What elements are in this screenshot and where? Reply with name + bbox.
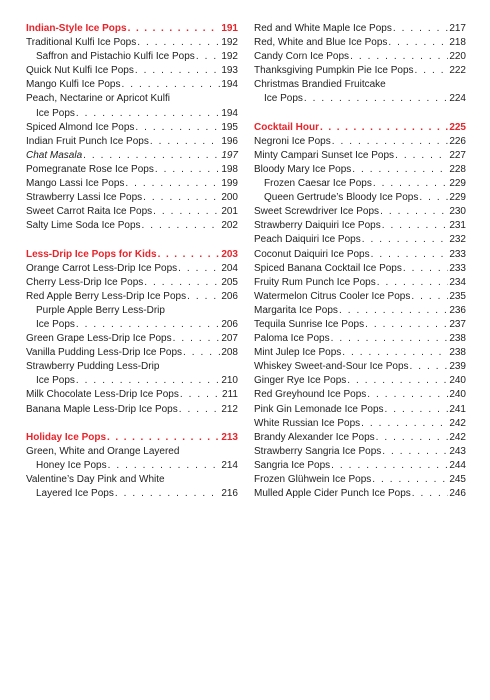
dot-leader	[150, 135, 220, 149]
toc-entry-red-white-and-blue-ice-pops[interactable]	[254, 36, 466, 50]
section-title: Holiday Ice Pops	[26, 431, 107, 443]
page-number: 245	[449, 474, 466, 485]
entry-title: Traditional Kulfi Ice Pops	[26, 37, 137, 49]
entry-title: Mulled Apple Cider Punch Ice Pops	[254, 488, 411, 500]
dot-leader	[135, 121, 220, 135]
page-number: 225	[449, 121, 466, 133]
toc-entry-brandy-alexander-ice-pops[interactable]	[254, 431, 466, 445]
toc-entry-traditional-kulfi-ice-pops[interactable]	[26, 36, 238, 50]
toc-entry-mango-kulfi-ice-pops[interactable]	[26, 78, 238, 92]
toc-entry-quick-nut-kulfi-ice-pops[interactable]	[26, 64, 238, 78]
section-heading-holiday-ice-pops[interactable]	[26, 431, 238, 445]
dot-leader	[76, 107, 220, 121]
page-number: 206	[221, 318, 238, 330]
dot-leader	[352, 163, 448, 177]
entry-title: Paloma Ice Pops	[254, 333, 330, 345]
entry-title: Mango Kulfi Ice Pops	[26, 79, 121, 91]
page-number: 191	[221, 23, 238, 34]
toc-entry-strawberry-sangria-ice-pops[interactable]	[254, 445, 466, 459]
toc-entry-ginger-rye-ice-pops[interactable]	[254, 374, 466, 388]
page-number: 228	[449, 163, 466, 175]
toc-entry-sweet-screwdriver-ice-pops[interactable]	[254, 205, 466, 219]
dot-leader	[173, 332, 221, 346]
page-number: 226	[449, 135, 466, 147]
dot-leader	[377, 276, 449, 290]
entry-title: Thanksgiving Pumpkin Pie Ice Pops	[254, 65, 414, 77]
entry-title: Milk Chocolate Less-Drip Ice Pops	[26, 389, 179, 401]
toc-entry-ice-pops[interactable]	[26, 107, 238, 121]
page-number: 239	[449, 361, 466, 373]
toc-entry-queen-gertrudes-bloody-ice-pops[interactable]	[254, 191, 466, 205]
dot-leader	[122, 78, 221, 92]
entry-title: Strawberry Sangria Ice Pops	[254, 445, 382, 457]
dot-leader	[403, 262, 448, 276]
toc-entry-white-russian-ice-pops[interactable]	[254, 417, 466, 431]
entry-title: Ice Pops	[36, 318, 75, 330]
dot-leader	[395, 149, 448, 163]
entry-title: Queen Gertrude’s Bloody Ice Pops	[264, 192, 419, 204]
page-number: 214	[221, 459, 238, 471]
dot-leader	[158, 248, 221, 262]
section-gap	[26, 233, 238, 247]
entry-title: Sweet Screwdriver Ice Pops	[254, 206, 380, 218]
toc-column-left	[26, 22, 238, 501]
dot-leader	[342, 346, 448, 360]
toc-entry-ice-pops[interactable]	[26, 318, 238, 332]
toc-entry-tequila-sunrise-ice-pops[interactable]	[254, 318, 466, 332]
page-number: 203	[221, 248, 238, 260]
page-number: 224	[449, 93, 466, 105]
dot-leader	[365, 318, 448, 332]
entry-title: Cherry Less-Drip Ice Pops	[26, 276, 144, 288]
section-title: Less-Drip Ice Pops for Kids	[26, 248, 157, 260]
page-number: 232	[449, 234, 466, 246]
dot-leader	[367, 388, 448, 402]
dot-leader	[411, 290, 448, 304]
dot-leader	[76, 318, 220, 332]
dot-leader	[376, 431, 449, 445]
dot-leader	[107, 431, 220, 445]
dot-leader	[373, 177, 448, 191]
dot-leader	[388, 36, 448, 50]
entry-title: Ginger Rye Ice Pops	[254, 375, 347, 387]
dot-leader	[125, 177, 220, 191]
entry-title: Strawberry Daiquiri Ice Pops	[254, 220, 381, 232]
toc-entry-watermelon-citrus-cooler-ice-pops[interactable]	[254, 290, 466, 304]
page-number: 195	[221, 121, 238, 133]
entry-title: Red Apple Berry Less-Drip Ice Pops	[26, 290, 187, 302]
toc-entry-mulled-apple-cider-punch-ice-pops[interactable]	[254, 487, 466, 501]
page-number: 227	[449, 149, 466, 161]
toc-entry-line-strawberry-pudding-less-drip	[26, 360, 238, 374]
dot-leader	[412, 487, 449, 501]
page-number: 229	[449, 192, 466, 204]
page-number: 210	[221, 375, 238, 387]
dot-leader	[108, 459, 221, 473]
page-number: 238	[449, 347, 466, 359]
page-number: 217	[449, 23, 466, 34]
section-gap	[254, 107, 466, 121]
dot-leader	[371, 248, 449, 262]
toc-entry-red-apple-berry-less-drip-ice-pops[interactable]	[26, 290, 238, 304]
dot-leader	[320, 121, 448, 135]
page-number: 243	[449, 445, 466, 457]
dot-leader	[187, 290, 220, 304]
page-number: 202	[221, 220, 238, 232]
dot-leader	[143, 191, 220, 205]
entry-title: Bloody Mary Ice Pops	[254, 163, 352, 175]
entry-title: Pomegranate Rose Ice Pops	[26, 163, 154, 175]
dot-leader	[137, 36, 220, 50]
toc-entry-orange-carrot-less-drip-ice-pops[interactable]	[26, 262, 238, 276]
dot-leader	[128, 22, 221, 36]
entry-title: Watermelon Citrus Cooler Ice Pops	[254, 290, 411, 302]
toc-entry-line-purple-apple-berry-less-drip	[26, 304, 238, 318]
page-number: 198	[221, 163, 238, 175]
entry-title: Vanilla Pudding Less-Drip Ice Pops	[26, 347, 183, 359]
toc-entry-mango-lassi-ice-pops[interactable]	[26, 177, 238, 191]
entry-title: Peach Daiquiri Ice Pops	[254, 234, 361, 246]
entry-title: Valentine’s Day Pink and White	[26, 474, 165, 485]
toc-entry-salty-lime-soda-ice-pops[interactable]	[26, 219, 238, 233]
page-number: 218	[449, 37, 466, 49]
toc-entry-thanksgiving-pumpkin-pie-ice-pops[interactable]	[254, 64, 466, 78]
toc-entry-red-greyhound-ice-pops[interactable]	[254, 388, 466, 402]
toc-entry-ice-pops[interactable]	[26, 374, 238, 388]
toc-entry-margarita-ice-pops[interactable]	[254, 304, 466, 318]
toc-entry-line-valentines-day-pink-and-white	[26, 473, 238, 487]
toc-entry-honey-ice-pops[interactable]	[26, 459, 238, 473]
toc-entry-frozen-gl-hwein-ice-pops[interactable]	[254, 473, 466, 487]
entry-title: Green Grape Less-Drip Ice Pops	[26, 333, 172, 345]
entry-title: Ice Pops	[264, 93, 303, 105]
toc-entry-strawberry-lassi-ice-pops[interactable]	[26, 191, 238, 205]
page-number: 216	[221, 488, 238, 500]
page-number: 241	[449, 403, 466, 415]
entry-title: Chat Masala	[26, 149, 83, 161]
entry-title: Candy Corn Ice Pops	[254, 51, 350, 63]
toc-column-right	[254, 22, 466, 501]
entry-title: Banana Maple Less-Drip Ice Pops	[26, 403, 178, 415]
entry-title: White Russian Ice Pops	[254, 417, 361, 429]
page-number: 201	[221, 206, 238, 218]
section-gap	[26, 417, 238, 431]
page-number: 196	[221, 135, 238, 147]
entry-title: Saffron and Pistachio Kulfi Ice Pops	[36, 51, 195, 63]
dot-leader	[410, 360, 449, 374]
toc-entry-line-christmas-brandied-fruitcake	[254, 78, 466, 92]
dot-leader	[142, 219, 221, 233]
dot-leader	[350, 50, 448, 64]
page-number: 240	[449, 375, 466, 387]
toc-entry-coconut-daiquiri-ice-pops[interactable]	[254, 248, 466, 262]
entry-title: Frozen Caesar Ice Pops	[264, 178, 372, 190]
entry-title: Strawberry Pudding Less-Drip	[26, 361, 160, 373]
dot-leader	[183, 346, 220, 360]
dot-leader	[361, 417, 448, 431]
dot-leader	[331, 332, 449, 346]
page-number: 192	[221, 37, 238, 49]
toc-entry-vanilla-pudding-less-drip-ice-pops[interactable]	[26, 346, 238, 360]
dot-leader	[380, 205, 448, 219]
toc-entry-spiced-almond-ice-pops[interactable]	[26, 121, 238, 135]
dot-leader	[153, 205, 220, 219]
toc-entry-strawberry-daiquiri-ice-pops[interactable]	[254, 219, 466, 233]
toc-entry-cherry-less-drip-ice-pops[interactable]	[26, 276, 238, 290]
toc-entry-frozen-caesar-ice-pops[interactable]	[254, 177, 466, 191]
entry-title: Red and White Maple Ice Pops	[254, 23, 392, 34]
page-number: 211	[222, 389, 238, 401]
dot-leader	[76, 374, 220, 388]
entry-title: Indian Fruit Punch Ice Pops	[26, 135, 149, 147]
toc-entry-spiced-banana-cocktail-ice-pops[interactable]	[254, 262, 466, 276]
entry-title: Salty Lime Soda Ice Pops	[26, 220, 141, 232]
toc-entry-peach-daiquiri-ice-pops[interactable]	[254, 233, 466, 247]
page-number: 235	[449, 290, 466, 302]
entry-title: Orange Carrot Less-Drip Ice Pops	[26, 262, 178, 274]
entry-title: Coconut Daiquiri Ice Pops	[254, 248, 370, 260]
page-number: 204	[221, 262, 238, 274]
toc-entry-layered-ice-pops[interactable]	[26, 487, 238, 501]
dot-leader	[196, 50, 221, 64]
entry-title: Sweet Carrot Raita Ice Pops	[26, 206, 153, 218]
toc-entry-line-peach-nectarine-or-apricot-kulfi	[26, 92, 238, 106]
page-number: 244	[449, 459, 466, 471]
entry-title: Whiskey Sweet-and-Sour Ice Pops	[254, 361, 409, 373]
entry-title: Pink Gin Lemonade Ice Pops	[254, 403, 384, 415]
entry-title: Red Greyhound Ice Pops	[254, 389, 367, 401]
entry-title: Sangria Ice Pops	[254, 459, 331, 471]
toc-entry-pomegranate-rose-ice-pops[interactable]	[26, 163, 238, 177]
page-number: 193	[221, 65, 238, 77]
toc-entry-banana-maple-less-drip-ice-pops[interactable]	[26, 403, 238, 417]
toc-entry-green-grape-less-drip-ice-pops[interactable]	[26, 332, 238, 346]
section-heading-less-drip-ice-pops-for-kids[interactable]	[26, 248, 238, 262]
page-number: 240	[449, 389, 466, 401]
page-number: 220	[449, 51, 466, 63]
page-number: 222	[449, 65, 466, 77]
entry-title: Spiced Almond Ice Pops	[26, 121, 135, 133]
page-number: 194	[221, 79, 238, 91]
page-number: 242	[449, 417, 466, 429]
entry-title: Fruity Rum Punch Ice Pops	[254, 276, 376, 288]
entry-title: Red, White and Blue Ice Pops	[254, 37, 388, 49]
page-number: 208	[221, 347, 238, 359]
entry-title: Negroni Ice Pops	[254, 135, 331, 147]
toc-entry-sangria-ice-pops[interactable]	[254, 459, 466, 473]
dot-leader	[332, 135, 449, 149]
dot-leader	[382, 445, 448, 459]
entry-title: Ice Pops	[36, 107, 75, 119]
page-number: 212	[221, 403, 238, 415]
page-number: 197	[221, 149, 238, 161]
entry-title: Honey Ice Pops	[36, 459, 107, 471]
dot-leader	[362, 233, 449, 247]
entry-title: Minty Campari Sunset Ice Pops	[254, 149, 395, 161]
toc-entry-pink-gin-lemonade-ice-pops[interactable]	[254, 403, 466, 417]
entry-title: Margarita Ice Pops	[254, 304, 338, 316]
dot-leader	[180, 388, 221, 402]
toc-entry-mint-julep-ice-pops[interactable]	[254, 346, 466, 360]
section-heading-cocktail-hour[interactable]	[254, 121, 466, 135]
dot-leader	[83, 149, 220, 163]
page-number: 233	[449, 262, 466, 274]
page-number: 237	[449, 318, 466, 330]
dot-leader	[339, 304, 448, 318]
dot-leader	[372, 473, 448, 487]
toc-entry-fruity-rum-punch-ice-pops[interactable]	[254, 276, 466, 290]
dot-leader	[393, 22, 448, 36]
entry-title: Brandy Alexander Ice Pops	[254, 431, 375, 443]
dot-leader	[179, 403, 221, 417]
entry-title: Layered Ice Pops	[36, 488, 114, 500]
toc-entry-indian-fruit-punch-ice-pops[interactable]	[26, 135, 238, 149]
dot-leader	[115, 487, 220, 501]
section-title: Indian-Style Ice Pops	[26, 23, 127, 34]
toc-entry-whiskey-sweet-and-sour-ice-pops[interactable]	[254, 360, 466, 374]
dot-leader	[347, 374, 448, 388]
toc-entry-candy-corn-ice-pops[interactable]	[254, 50, 466, 64]
toc-entry-chat-masala[interactable]	[26, 149, 238, 163]
entry-title: Tequila Sunrise Ice Pops	[254, 318, 365, 330]
toc-entry-line-green-white-and-orange-layered	[26, 445, 238, 459]
toc-entry-paloma-ice-pops[interactable]	[254, 332, 466, 346]
page-number: 236	[449, 304, 466, 316]
page-number: 233	[449, 248, 466, 260]
section-title: Cocktail Hour	[254, 121, 320, 133]
section-heading-indian-style-ice-pops[interactable]	[26, 22, 238, 36]
entry-title: Green, White and Orange Layered	[26, 445, 180, 457]
dot-leader	[331, 459, 448, 473]
page-number: 192	[221, 51, 238, 63]
entry-title: Quick Nut Kulfi Ice Pops	[26, 65, 134, 77]
toc-entry-saffron-and-pistachio-kulfi-ice-pops[interactable]	[26, 50, 238, 64]
toc-entry-bloody-mary-ice-pops[interactable]	[254, 163, 466, 177]
page-number: 199	[221, 178, 238, 190]
entry-title: Mango Lassi Ice Pops	[26, 178, 125, 190]
dot-leader	[178, 262, 220, 276]
dot-leader	[155, 163, 220, 177]
page-number: 213	[221, 431, 238, 443]
toc-entry-red-and-white-maple-ice-pops[interactable]	[254, 22, 466, 36]
page-number: 238	[449, 333, 466, 345]
toc-entry-sweet-carrot-raita-ice-pops[interactable]	[26, 205, 238, 219]
entry-title: Frozen Glühwein Ice Pops	[254, 474, 372, 485]
page-number: 206	[221, 290, 238, 302]
page-number: 207	[221, 333, 238, 345]
entry-title: Christmas Brandied Fruitcake	[254, 79, 386, 91]
entry-title: Purple Apple Berry Less-Drip	[36, 304, 165, 316]
dot-leader	[415, 64, 449, 78]
dot-leader	[304, 92, 448, 106]
toc-entry-negroni-ice-pops[interactable]	[254, 135, 466, 149]
page-number: 246	[449, 488, 466, 500]
entry-title: Spiced Banana Cocktail Ice Pops	[254, 262, 402, 274]
dot-leader	[144, 276, 220, 290]
toc-entry-ice-pops[interactable]	[254, 92, 466, 106]
page-number: 234	[449, 276, 466, 288]
page-number: 200	[221, 192, 238, 204]
page-number: 242	[449, 431, 466, 443]
entry-title: Mint Julep Ice Pops	[254, 347, 342, 359]
dot-leader	[419, 191, 448, 205]
entry-title: Peach, Nectarine or Apricot Kulfi	[26, 93, 170, 105]
page-number: 230	[449, 206, 466, 218]
dot-leader	[385, 403, 449, 417]
dot-leader	[382, 219, 449, 233]
page-number: 205	[221, 276, 238, 288]
page-number: 229	[449, 178, 466, 190]
toc-entry-milk-chocolate-less-drip-ice-pops[interactable]	[26, 388, 238, 402]
toc-entry-minty-campari-sunset-ice-pops[interactable]	[254, 149, 466, 163]
entry-title: Strawberry Lassi Ice Pops	[26, 192, 143, 204]
page-number: 231	[449, 220, 466, 232]
entry-title: Ice Pops	[36, 375, 75, 387]
dot-leader	[135, 64, 220, 78]
page-number: 194	[221, 107, 238, 119]
